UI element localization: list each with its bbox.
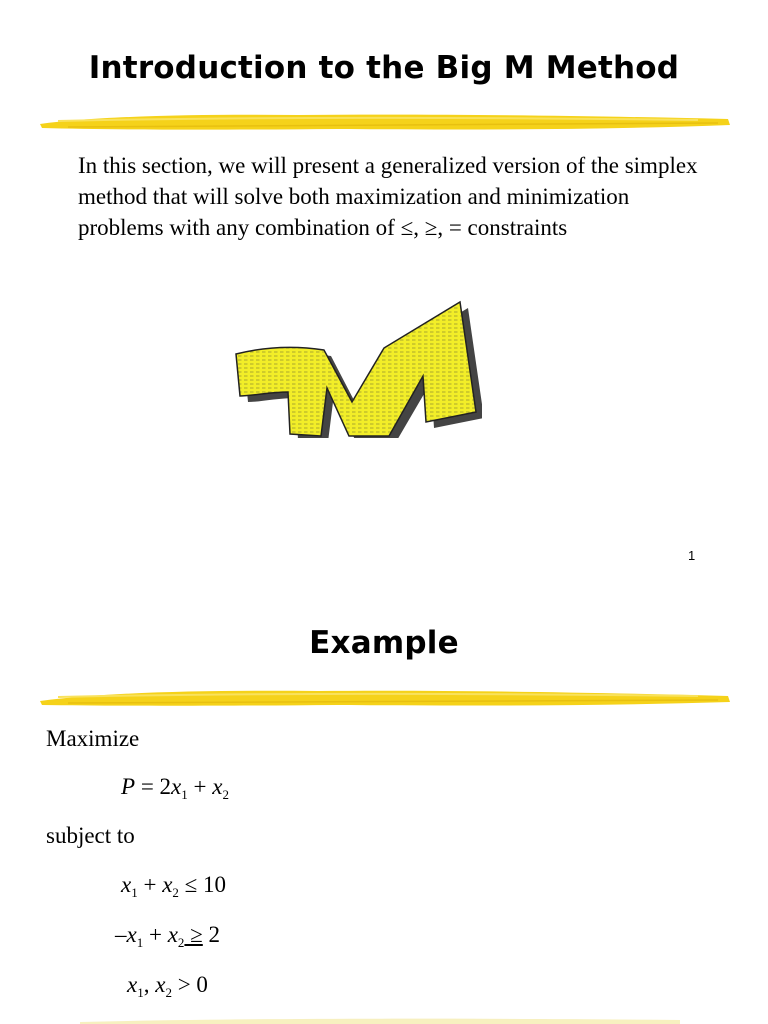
- nn-sub1: 1: [137, 985, 144, 1000]
- nn-var2: x: [155, 972, 166, 997]
- brush-stroke-divider: [38, 108, 732, 136]
- slide-2: [0, 590, 768, 1024]
- c1-relation: ≤ 10: [178, 872, 227, 897]
- c2-var2: x: [167, 922, 178, 947]
- nn-var1: x: [127, 972, 138, 997]
- maximize-label: Maximize: [46, 726, 140, 751]
- c2-negative-sign: –: [115, 922, 127, 947]
- m-letter-shape: [236, 302, 476, 436]
- c1-var1: x: [121, 872, 132, 897]
- next-slide-brush-fragment: [40, 1012, 720, 1024]
- nn-relation: > 0: [171, 972, 208, 997]
- c2-relation: ≥: [184, 922, 203, 947]
- nonnegativity-constraint: [127, 972, 208, 998]
- c1-sub2: 2: [172, 885, 179, 900]
- c2-sub1: 1: [136, 935, 144, 950]
- objective-sub2: 2: [222, 787, 229, 802]
- c2-plus: +: [143, 922, 168, 947]
- nn-comma: ,: [143, 972, 156, 997]
- slide-title: Introduction to the Big M Method: [88, 50, 680, 86]
- intro-paragraph: In this section, we will present a generalized version of the simplex method that will solve both maximization and minimization problems with any combination of ≤, ≥, = constraints: [78, 153, 698, 240]
- brush-stroke-divider: [38, 684, 732, 712]
- objective-var1: x: [171, 774, 182, 799]
- page-number: 1: [688, 548, 696, 563]
- c1-sub1: 1: [131, 885, 138, 900]
- nn-sub2: 2: [165, 985, 172, 1000]
- objective-variable-p: P: [121, 774, 136, 799]
- objective-equals: = 2: [135, 774, 172, 799]
- constraint-1: [121, 872, 226, 898]
- c2-var1: x: [126, 922, 137, 947]
- objective-sub1: 1: [181, 787, 188, 802]
- big-m-logo-image: [232, 298, 482, 438]
- constraint-2: [115, 922, 220, 948]
- objective-var2: x: [212, 774, 223, 799]
- objective-plus: +: [187, 774, 213, 799]
- c2-rhs: 2: [202, 922, 221, 947]
- subject-to-label: subject to: [46, 823, 135, 848]
- objective-function: [121, 774, 229, 800]
- c1-var2: x: [162, 872, 173, 897]
- c1-plus: +: [137, 872, 163, 897]
- slide-title: Example: [309, 625, 459, 661]
- c2-sub2: 2: [177, 935, 185, 950]
